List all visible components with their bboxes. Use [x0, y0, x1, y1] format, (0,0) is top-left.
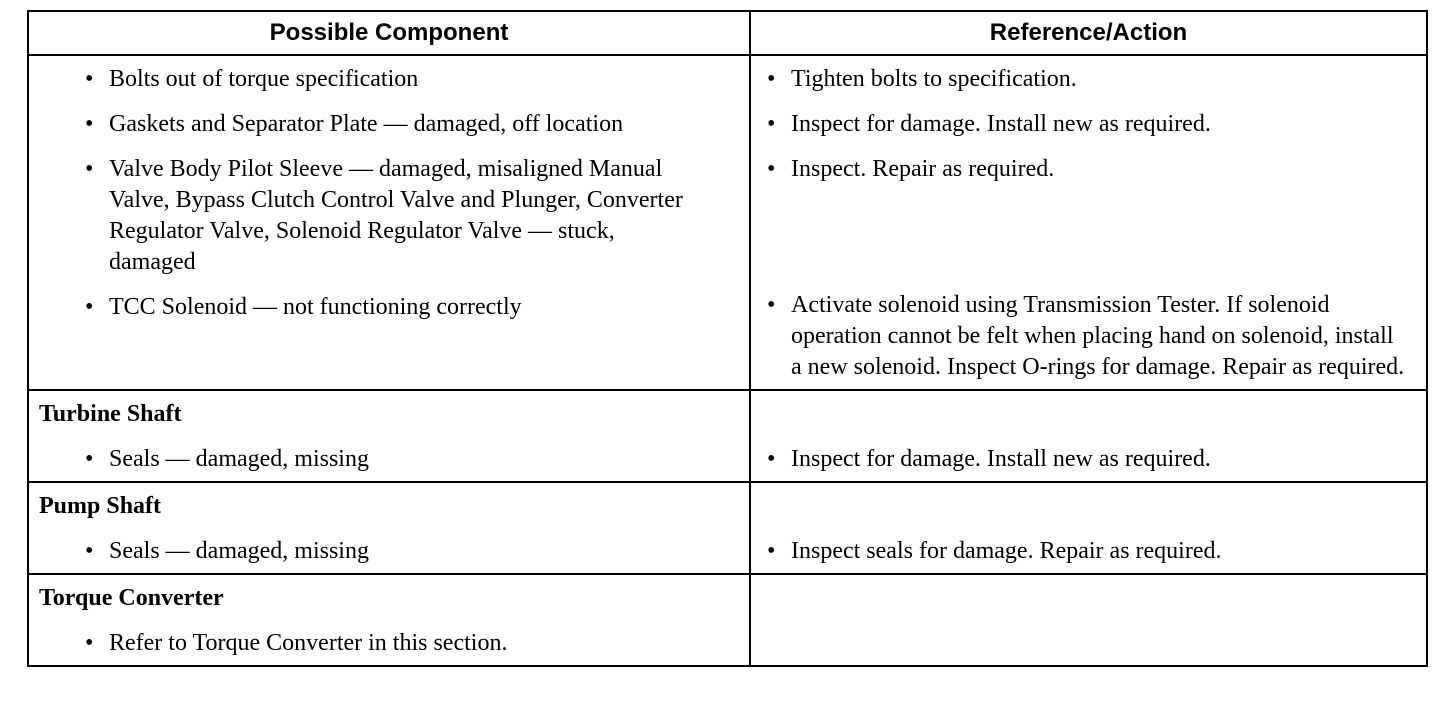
bullet-icon: • [767, 111, 776, 137]
table-row [28, 390, 1427, 482]
list-item [761, 154, 1416, 278]
bullet-icon: • [85, 538, 94, 564]
table-row [28, 55, 1427, 390]
list-item [39, 64, 739, 95]
list-item [39, 628, 739, 659]
table-row [28, 482, 1427, 574]
bullet-icon: • [767, 292, 776, 318]
group-title: Torque Converter [39, 585, 224, 611]
bullet-icon: • [767, 538, 776, 564]
bullet-icon: • [85, 294, 94, 320]
action-cell [750, 390, 1427, 482]
component-text: TCC Solenoid — not functioning correctly [109, 294, 522, 320]
list-item [39, 154, 739, 278]
component-cell [28, 390, 750, 482]
bullet-icon: • [85, 446, 94, 472]
group-title: Turbine Shaft [39, 401, 182, 427]
list-item [39, 292, 739, 323]
action-text: Inspect. Repair as required. [791, 156, 1055, 182]
bullet-icon: • [85, 66, 94, 92]
header-possible-component: Possible Component [28, 11, 750, 55]
component-text: Valve Body Pilot Sleeve — damaged, misaligned Manual Valve, Bypass Clutch Control Valve and Plunger, Converter Regulator Valve, Solenoid Regulator Valve — stuck, damaged [109, 156, 683, 275]
bullet-icon: • [767, 66, 776, 92]
list-item [39, 536, 739, 567]
action-text: Inspect seals for damage. Repair as required. [791, 538, 1222, 564]
list-item [761, 64, 1416, 95]
component-cell [28, 55, 750, 390]
list-item [39, 109, 739, 140]
action-text: Activate solenoid using Transmission Tester. If solenoid operation cannot be felt when placing hand on solenoid, install a new solenoid. Inspect O-rings for damage. Repair as required. [791, 292, 1405, 380]
bullet-icon: • [767, 156, 776, 182]
list-item [761, 290, 1416, 383]
component-text: Seals — damaged, missing [109, 538, 369, 564]
group-title: Pump Shaft [39, 493, 162, 519]
bullet-icon: • [85, 630, 94, 656]
component-text: Bolts out of torque specification [109, 66, 419, 92]
component-cell [28, 574, 750, 666]
table-row [28, 574, 1427, 666]
component-text: Gaskets and Separator Plate — damaged, off location [109, 111, 624, 137]
list-item [39, 444, 739, 475]
component-text: Refer to Torque Converter in this section. [109, 630, 508, 656]
action-cell [750, 482, 1427, 574]
diagnosis-table [27, 10, 1428, 667]
list-item [761, 444, 1416, 475]
component-cell [28, 482, 750, 574]
action-text: Inspect for damage. Install new as required. [791, 111, 1211, 137]
bullet-icon: • [767, 446, 776, 472]
action-cell [750, 574, 1427, 666]
action-cell [750, 55, 1427, 390]
action-text: Inspect for damage. Install new as required. [791, 446, 1211, 472]
action-text: Tighten bolts to specification. [791, 66, 1077, 92]
bullet-icon: • [85, 111, 94, 137]
header-reference-action: Reference/Action [750, 11, 1427, 55]
bullet-icon: • [85, 156, 94, 182]
component-text: Seals — damaged, missing [109, 446, 369, 472]
list-item [761, 109, 1416, 140]
list-item [761, 536, 1416, 567]
header-row [28, 11, 1427, 55]
